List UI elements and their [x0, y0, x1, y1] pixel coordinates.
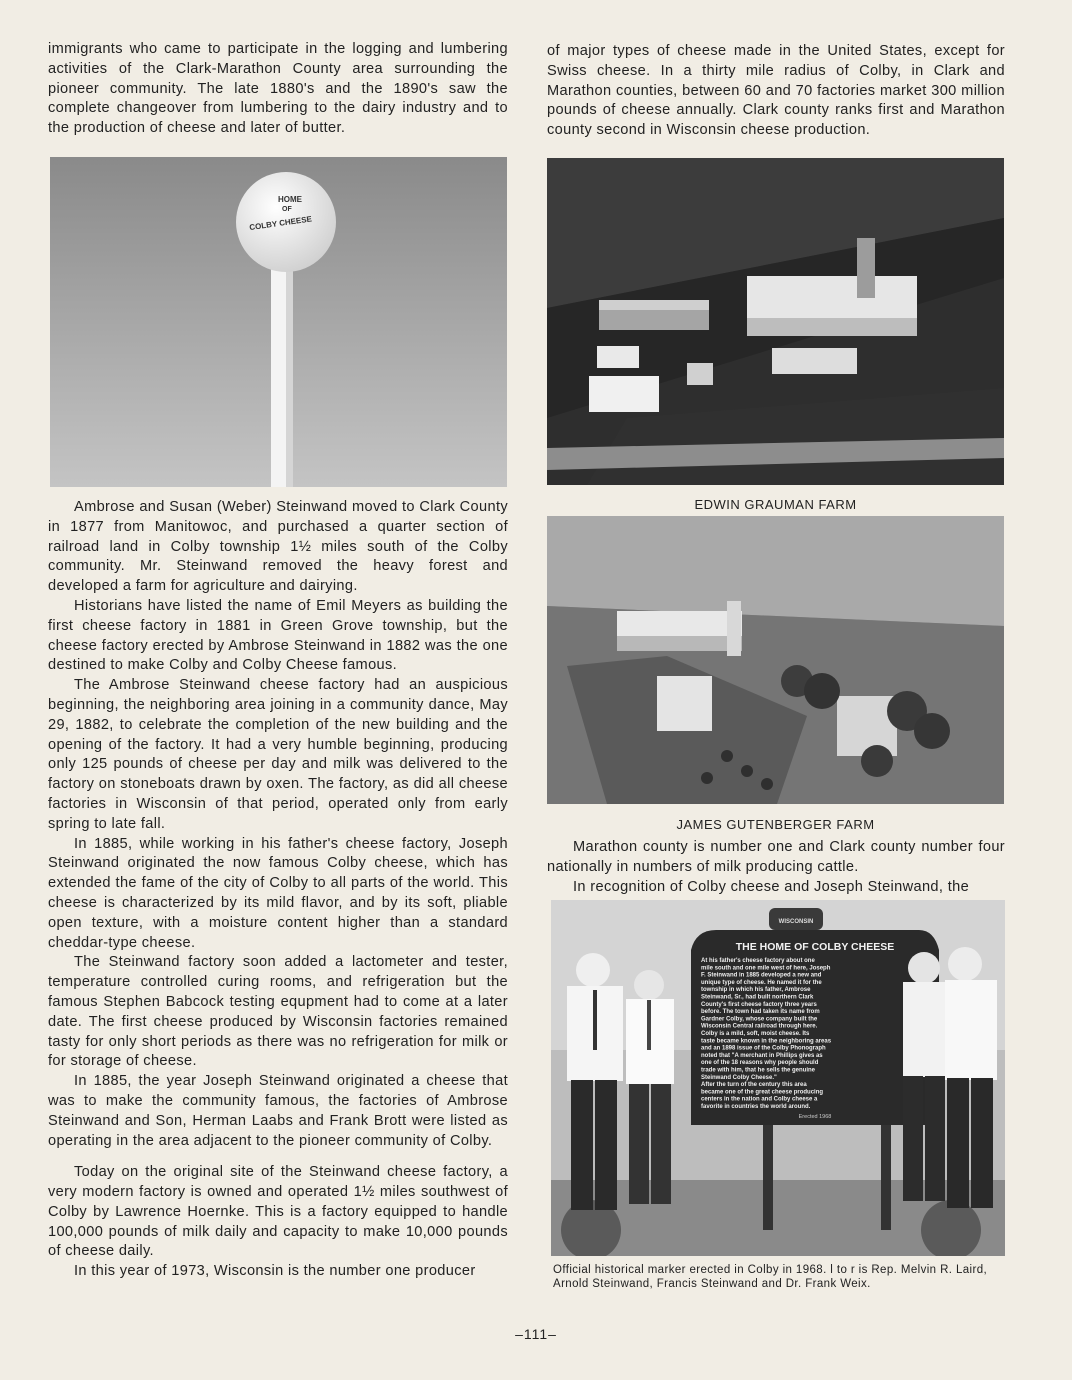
marker-text-line: Steinwand Colby Cheese." [701, 1074, 777, 1081]
right-column-intro [547, 42, 1005, 141]
marker-text-line: Steinwand, Sr., had built northern Clark [701, 994, 814, 1001]
left-paragraph: The Steinwand factory soon added a lactometer and tester, temperature controlled curing rooms, and refrigeration but the famous Stephen Babcock testing equpment had to come at a later date. The first cheese produced by Wisconsin factories remained tasty for only short periods as there was no refrigeration for milk or for storage of cheese. [48, 954, 508, 1070]
historical-marker-photo [551, 900, 1005, 1256]
left-column-intro [48, 40, 508, 139]
marker-text-line: favorite in countries the world around. [701, 1104, 811, 1110]
tower-sign-line1: HOME [278, 195, 302, 204]
marker-text-line: At his father's cheese factory about one [701, 958, 815, 964]
right-intro-paragraph: of major types of cheese made in the United States, except for Swiss cheese. In a thirty mile radius of Colby, in Clark and Marathon counties, between 60 and 70 factories market 300 million pounds of cheese annually. Clark county ranks first and Marathon county second in Wisconsin cheese production. [547, 43, 1005, 139]
marker-text-line: mile south and one mile west of here, Joseph [701, 965, 831, 972]
marker-text-line: After the turn of the century this area [701, 1082, 807, 1089]
left-paragraph: Today on the original site of the Steinwand cheese factory, a very modern factory is owned and operated 1½ miles southwest of Colby by Lawrence Hoernke. This is a factory equipped to handle 100,000 pounds of milk daily and capacity to make 10,000 pounds of cheese daily. [48, 1164, 508, 1260]
left-paragraph: Ambrose and Susan (Weber) Steinwand moved to Clark County in 1877 from Manitowoc, and purchased a quarter section of railroad land in Colby township 1½ miles south of the Colby community. Mr. Steinwand removed the heavy forest and developed a farm for agriculture and dairying. [48, 499, 508, 595]
marker-text-line: taste became known in the neighboring areas [701, 1038, 832, 1045]
left-paragraph: The Ambrose Steinwand cheese factory had an auspicious beginning, the neighboring area joining in a community dance, May 29, 1882, to celebrate the completion of the new building and the opening of the factory. It had a very humble beginning, producing only 125 pounds of cheese per day and milk was delivered to the factory on stoneboats drawn by oxen. The factory, as did all cheese factories in Wisconsin of that period, operated only from early spring to late fall. [48, 677, 508, 832]
marker-text-line: and an 1898 issue of the Colby Phonograph [701, 1045, 826, 1052]
left-paragraph: In this year of 1973, Wisconsin is the number one producer [74, 1263, 476, 1280]
caption-grauman-farm: EDWIN GRAUMAN FARM [694, 497, 857, 512]
marker-text-line: became one of the great cheese producing [701, 1089, 824, 1096]
marker-text-line: before. The town had taken its name from [701, 1009, 820, 1016]
caption-gutenberger-farm: JAMES GUTENBERGER FARM [676, 817, 875, 832]
gutenberger-farm-photo [547, 516, 1004, 804]
marker-text-line: trade with him, that he sells the genuine [701, 1067, 816, 1074]
left-paragraph: Historians have listed the name of Emil Meyers as building the first cheese factory in 1881 in Green Grove township, but the cheese factory erected by Ambrose Steinwand in 1882 was the one destined to make Colby and Colby Cheese famous. [48, 597, 508, 674]
marker-text-line: unique type of cheese. He named it for the [701, 979, 822, 986]
marker-text-line: noted that "A merchant in Phillips gives as [701, 1052, 823, 1059]
marker-text-line: County's first cheese factory three years [701, 1001, 817, 1008]
caption-historical-marker: Official historical marker erected in Colby in 1968. l to r is Rep. Melvin R. Laird, Arnold Steinwand, Francis Steinwand and Dr. Frank Weix. [553, 1264, 988, 1290]
right-paragraph: In recognition of Colby cheese and Joseph Steinwand, the [573, 878, 970, 895]
marker-text-line: Colby is a mild, soft, moist cheese. Its [701, 1031, 810, 1037]
grauman-farm-photo [547, 158, 1004, 485]
page-number: –111– [515, 1326, 557, 1342]
water-tower-photo [50, 157, 507, 487]
right-paragraph: Marathon county is number one and Clark county number four nationally in numbers of milk producing cattle. [547, 839, 1005, 875]
right-column-body [547, 838, 1005, 897]
marker-text-line: township in which his father, Ambrose [701, 987, 811, 994]
marker-text-line: one of the 18 reasons why people should [701, 1060, 819, 1067]
marker-text-line: F. Steinwand in 1885 developed a new and [701, 972, 822, 979]
left-column-body [48, 498, 508, 1282]
left-intro-paragraph: immigrants who came to participate in the logging and lumbering activities of the Clark-Marathon County area surrounding the pioneer community. The late 1880's and the 1890's saw the complete changeover from lumbering to the dairy industry and to the production of cheese and later of butter. [48, 41, 508, 137]
marker-badge: WISCONSIN [778, 919, 814, 925]
marker-title: THE HOME OF COLBY CHEESE [735, 941, 895, 953]
marker-text-line: Wisconsin Central railroad through here. [701, 1023, 818, 1030]
tower-sign-line2: OF [282, 206, 292, 213]
left-paragraph: In 1885, while working in his father's cheese factory, Joseph Steinwand originated the now famous Colby cheese, which has extended the fame of the city of Colby to all parts of the world. This cheese is characterized by its mild flavor, and by its soft, pliable open texture, with a moisture content higher than a standard cheddar-type cheese. [48, 835, 508, 951]
marker-erected: Erected 1968 [798, 1114, 832, 1120]
marker-text-line: Gardner Colby, whose company built the [701, 1016, 818, 1023]
marker-text-line: centers in the nation and Colby cheese a [701, 1096, 818, 1103]
left-paragraph: In 1885, the year Joseph Steinwand originated a cheese that was to make the community famous, the factories of Ambrose Steinwand and Son, Herman Laabs and Frank Brott were listed as operating in the area adjacent to the pioneer community of Colby. [48, 1073, 508, 1149]
tower-sign-line3: COLBY CHEESE [248, 214, 313, 233]
